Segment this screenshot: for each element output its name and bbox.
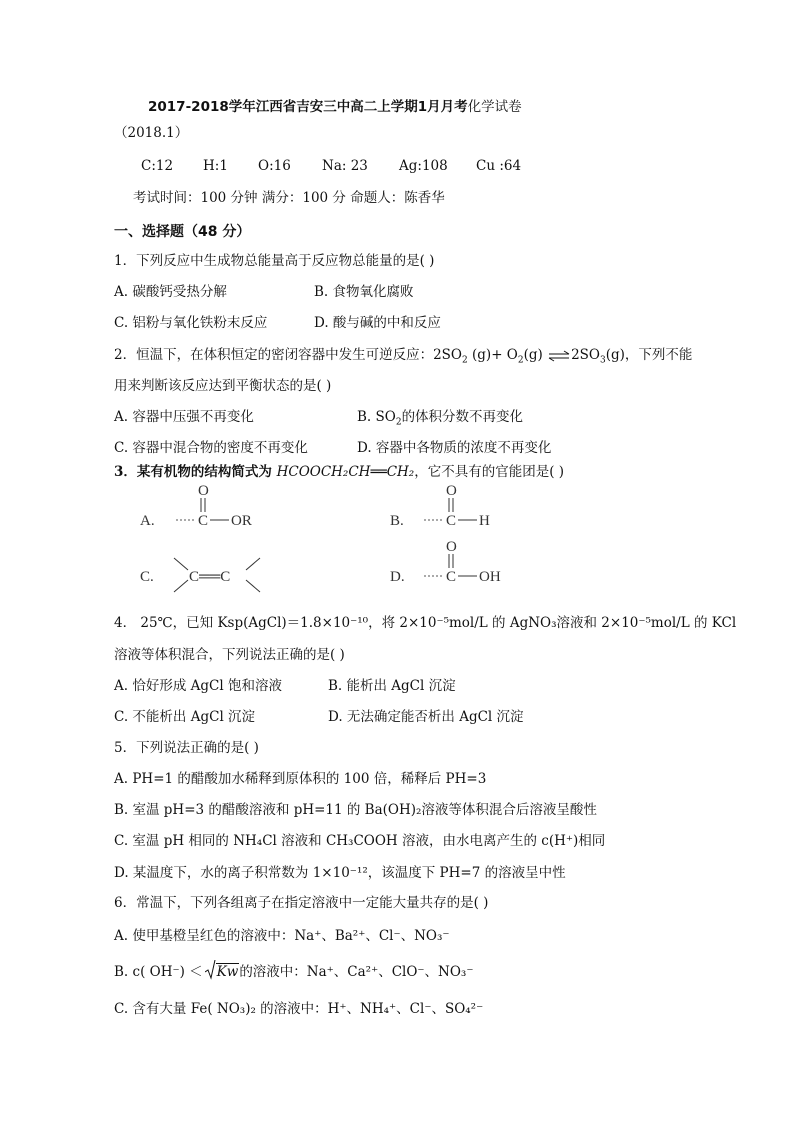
q3-stem-a: 3．某有机物的结构简式为: [114, 464, 277, 480]
q4-option-c: C. 不能析出 AgCl 沉淀: [114, 709, 256, 725]
q5-option-c: C. 室温 pH 相同的 NH₄Cl 溶液和 CH₃COOH 溶液，由水电离产生的 c(H⁺)相同: [114, 833, 606, 849]
q3-d-group: OH: [479, 569, 501, 585]
mass-o: O:16: [258, 158, 291, 174]
exam-date: （2018.1）: [114, 125, 189, 141]
mass-na: Na: 23: [322, 158, 368, 174]
q4-stem-line1: 4． 25℃，已知 Ksp(AgCl)＝1.8×10⁻¹⁰，将 2×10⁻⁵mol/L 的 AgNO₃溶液和 2×10⁻⁵mol/L 的 KCl: [114, 615, 737, 631]
q5-stem: 5．下列说法正确的是( ): [114, 740, 259, 756]
q3-a-oxygen: O: [198, 483, 209, 499]
q3-d-oxygen: O: [446, 539, 457, 555]
q5-option-b: B. 室温 pH=3 的醋酸溶液和 pH=11 的 Ba(OH)₂溶液等体积混合后溶液呈酸性: [114, 802, 597, 818]
q2-stem-c: (g): [523, 347, 548, 363]
q3-c-label: C.: [140, 569, 154, 585]
q3-b-group: H: [479, 513, 490, 529]
q2-stem-b: (g)+ O: [467, 347, 518, 363]
q3-a-label: A.: [140, 513, 155, 529]
q3-d-carbon: C: [446, 569, 457, 585]
q3-d-label: D.: [390, 569, 405, 585]
q3-option-b-structure: [388, 482, 508, 532]
q5-option-d: D. 某温度下，水的离子积常数为 1×10⁻¹²，该温度下 PH=7 的溶液呈中性: [114, 865, 566, 881]
q2-stem-d: 2SO: [571, 347, 600, 363]
q3-option-c-structure: [138, 548, 278, 598]
q1-stem: 1．下列反应中生成物总能量高于反应物总能量的是( ): [114, 253, 435, 269]
exam-title: [148, 95, 522, 115]
q3-a-carbon: C: [198, 513, 209, 529]
q6-option-c: C. 含有大量 Fe( NO₃)₂ 的溶液中：H⁺、NH₄⁺、Cl⁻、SO₄²⁻: [114, 1001, 484, 1017]
q1-option-c: C. 铝粉与氧化铁粉末反应: [114, 315, 268, 331]
q3-option-a-structure: [138, 482, 278, 532]
q4-option-b: B. 能析出 AgCl 沉淀: [328, 678, 456, 694]
mass-h: H:1: [203, 158, 228, 174]
q2-stem-line2: 用来判断该反应达到平衡状态的是( ): [114, 378, 332, 394]
q2-option-c: C. 容器中混合物的密度不再变化: [114, 440, 308, 456]
q4-option-a: A. 恰好形成 AgCl 饱和溶液: [114, 678, 282, 694]
q2-option-a: A. 容器中压强不再变化: [114, 409, 254, 425]
q3-c-group: C══C: [189, 569, 231, 585]
mass-c: C:12: [141, 158, 174, 174]
q2-stem-a: 2．恒温下，在体积恒定的密闭容器中发生可逆反应：2SO: [114, 347, 462, 363]
q3-a-group: OR: [231, 513, 252, 529]
q1-option-d: D. 酸与碱的中和反应: [314, 315, 441, 331]
mass-ag: Ag:108: [399, 158, 448, 174]
q3-stem-b: ，它不具有的官能团是( ): [414, 464, 565, 480]
q2-option-b: B. $SO_2$的体积分数不再变化: [357, 409, 524, 428]
section-title: 一、选择题（48 分）: [114, 224, 251, 240]
q3-formula: HCOOCH₂CH══CH₂: [276, 464, 415, 480]
q6-option-b-b: 的溶液中：Na⁺、Ca²⁺、ClO⁻、NO₃⁻: [239, 964, 474, 980]
mass-cu: Cu :64: [476, 158, 522, 174]
q6-sqrt-kw: Kw: [216, 964, 239, 980]
q3-b-oxygen: O: [446, 483, 457, 499]
q2-option-b-a: B. SO: [357, 409, 396, 425]
q6-option-a: A. 使甲基橙呈红色的溶液中：Na⁺、Ba²⁺、Cl⁻、NO₃⁻: [114, 928, 450, 944]
sqrt-icon: [205, 960, 216, 980]
title-tail: 化学试卷: [467, 99, 522, 115]
q5-option-a: A. PH=1 的醋酸加水稀释到原体积的 100 倍，稀释后 PH=3: [114, 771, 487, 787]
q2-option-d: D. 容器中各物质的浓度不再变化: [357, 440, 552, 456]
equilibrium-arrow-icon: [547, 350, 571, 362]
sqrt-symbol: [205, 963, 240, 981]
q4-option-d: D. 无法确定能否析出 AgCl 沉淀: [328, 709, 524, 725]
q4-stem-line2: 溶液等体积混合，下列说法正确的是( ): [114, 647, 345, 663]
q2-stem-e: (g)，下列不能: [605, 347, 693, 363]
title-main: 2017-2018学年江西省吉安三中高二上学期1月月考: [148, 99, 468, 115]
q3-b-label: B.: [390, 513, 404, 529]
q6-option-b: [114, 963, 473, 981]
exam-info: 考试时间：100 分钟 满分：100 分 命题人：陈香华: [133, 190, 445, 206]
q3-stem: [114, 463, 564, 481]
q6-option-b-a: B. c( OH⁻) ＜: [114, 964, 203, 980]
q1-option-a: A. 碳酸钙受热分解: [114, 284, 227, 300]
q3-option-d-structure: [388, 538, 518, 588]
q2-option-b-b: 的体积分数不再变化: [401, 409, 524, 425]
q3-b-carbon: C: [446, 513, 457, 529]
q2-stem: 2．恒温下，在体积恒定的密闭容器中发生可逆反应：$2SO_2$ $(g)+ O_2(g)$ $2SO_3(g)$，下列不能: [114, 347, 693, 366]
q6-stem: 6．常温下，下列各组离子在指定溶液中一定能大量共存的是( ): [114, 895, 489, 911]
q1-option-b: B. 食物氧化腐败: [314, 284, 414, 300]
